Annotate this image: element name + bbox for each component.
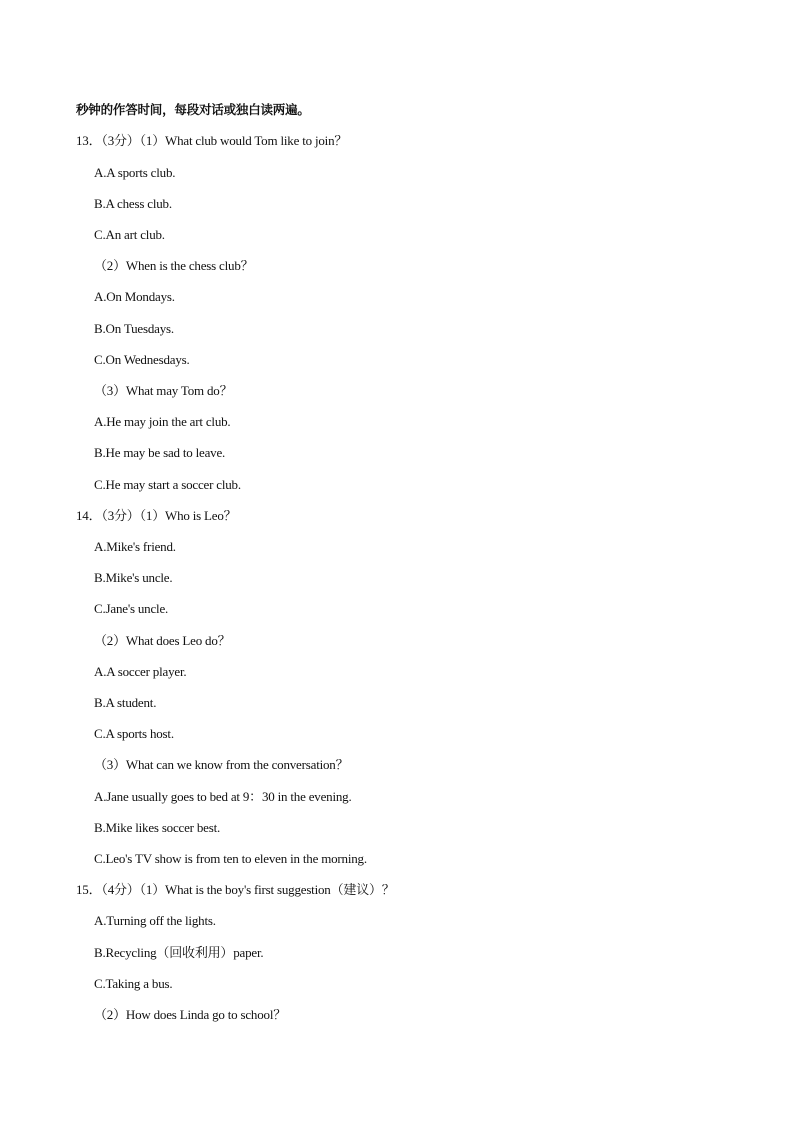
q14-3-stem: （3）What can we know from the conversation？	[94, 757, 349, 772]
q14-3-option-b: B.Mike likes soccer best.	[94, 820, 221, 835]
q14-1-option-b: B.Mike's uncle.	[94, 570, 173, 585]
section-intro: 秒钟的作答时间，每段对话或独白读两遍。	[76, 102, 310, 117]
q14-2-option-b: B.A student.	[94, 695, 157, 710]
question-13-heading: 13．（3分）（1）What club would Tom like to join？	[76, 133, 348, 148]
q13-2-option-c: C.On Wednesdays.	[94, 352, 190, 367]
q14-3-option-a: A.Jane usually goes to bed at 9：30 in the evening.	[94, 789, 352, 804]
q15-1-option-a: A.Turning off the lights.	[94, 913, 216, 928]
q14-3-option-c: C.Leo's TV show is from ten to eleven in the morning.	[94, 851, 367, 866]
q13-2-stem: （2）When is the chess club？	[94, 258, 254, 273]
q13-3-option-a: A.He may join the art club.	[94, 414, 231, 429]
q13-1-option-c: C.An art club.	[94, 227, 165, 242]
q14-2-stem: （2）What does Leo do？	[94, 633, 231, 648]
q13-1-option-a: A.A sports club.	[94, 165, 176, 180]
q13-2-option-b: B.On Tuesdays.	[94, 321, 174, 336]
q15-2-stem: （2）How does Linda go to school？	[94, 1007, 287, 1022]
q13-3-option-b: B.He may be sad to leave.	[94, 445, 226, 460]
q14-1-option-c: C.Jane's uncle.	[94, 601, 169, 616]
question-15-heading: 15．（4分）（1）What is the boy's first suggestion（建议）？	[76, 882, 395, 897]
q13-1-option-b: B.A chess club.	[94, 196, 172, 211]
q14-2-option-c: C.A sports host.	[94, 726, 174, 741]
q13-2-option-a: A.On Mondays.	[94, 289, 175, 304]
q15-1-option-b: B.Recycling（回收利用）paper.	[94, 945, 264, 960]
question-14-heading: 14．（3分）（1）Who is Leo？	[76, 508, 237, 523]
q14-2-option-a: A.A soccer player.	[94, 664, 187, 679]
q13-3-option-c: C.He may start a soccer club.	[94, 477, 241, 492]
q14-1-option-a: A.Mike's friend.	[94, 539, 176, 554]
q13-3-stem: （3）What may Tom do？	[94, 383, 233, 398]
q15-1-option-c: C.Taking a bus.	[94, 976, 173, 991]
